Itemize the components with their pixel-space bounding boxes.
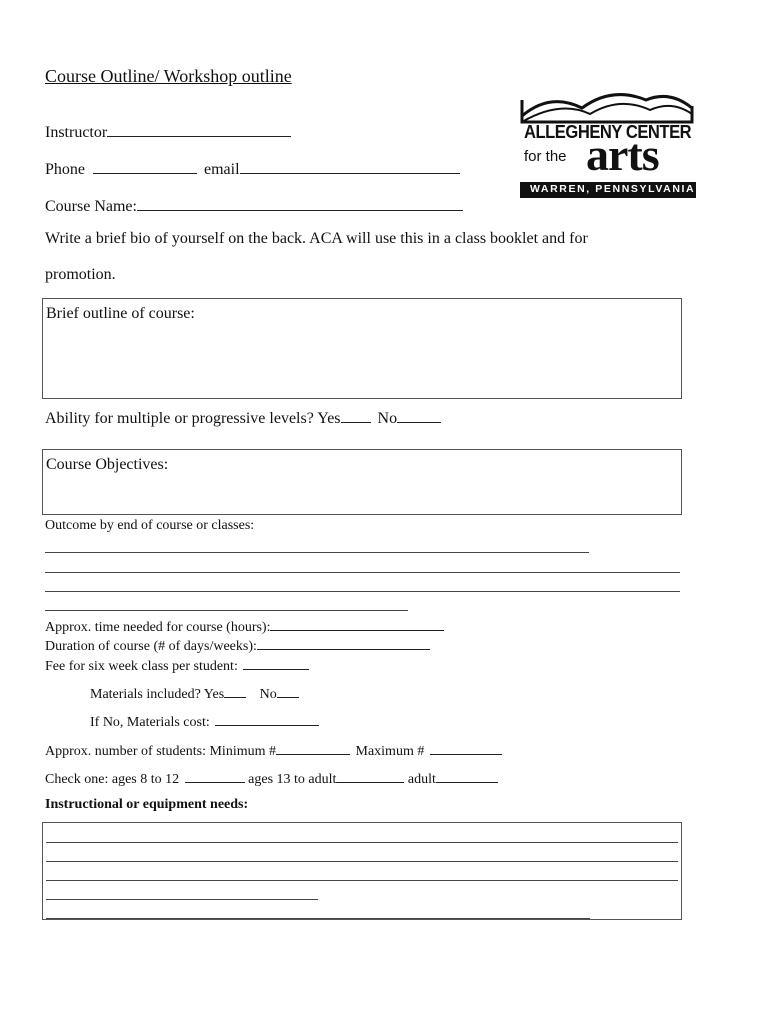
logo-arts: arts [586,129,659,180]
course-objectives-box[interactable] [42,449,682,515]
logo-for-the: for the [524,148,567,165]
maximum-field[interactable] [430,740,502,755]
duration-label: Duration of course (# of days/weeks): [45,639,257,654]
materials-row [90,683,299,703]
duration-row [45,635,430,655]
phone-label: Phone [45,161,85,178]
ability-row [45,406,441,428]
ability-yes-field[interactable] [341,406,371,423]
ages-8-12-label: Check one: ages 8 to 12 [45,772,180,787]
materials-cost-row [90,711,319,731]
num-students-row [45,740,502,760]
materials-included-label: Materials included? Yes [90,687,225,702]
course-name-field[interactable] [137,194,463,211]
materials-no-label: No [259,687,277,702]
time-needed-field[interactable] [270,616,444,631]
ability-no-field[interactable] [397,406,441,423]
bio-instruction-line1: Write a brief bio of yourself on the back. ACA will use this in a class booklet and for [45,230,588,247]
phone-field[interactable] [93,157,197,174]
fee-field[interactable] [243,655,309,670]
adult-field[interactable] [436,768,498,783]
adult-label: adult [407,772,436,787]
brief-outline-label: Brief outline of course: [46,305,195,322]
logo-location: WARREN, PENNSYLVANIA [530,183,696,195]
materials-no-field[interactable] [277,683,299,698]
instructor-field[interactable] [107,120,291,137]
phone-row [45,157,460,179]
duration-field[interactable] [257,635,430,650]
materials-yes-field[interactable] [224,683,246,698]
ages-8-12-field[interactable] [185,768,245,783]
ages-13-adult-label: ages 13 to adult [248,772,337,787]
equipment-line-5[interactable] [46,918,590,919]
age-group-row [45,768,498,788]
bio-instruction-line2: promotion. [45,266,116,283]
brief-outline-box[interactable] [42,298,682,399]
ability-no-label: No [377,410,398,427]
ages-13-adult-field[interactable] [336,768,404,783]
equipment-needs-label: Instructional or equipment needs: [45,797,249,812]
equipment-needs-box[interactable] [42,822,682,920]
equipment-line-4[interactable] [46,899,318,900]
time-needed-label: Approx. time needed for course (hours): [45,620,271,635]
ability-label: Ability for multiple or progressive levels? Yes [45,410,341,427]
equipment-line-3[interactable] [46,880,678,881]
outcome-line-4[interactable] [45,610,408,611]
minimum-field[interactable] [276,740,350,755]
equipment-line-2[interactable] [46,861,678,862]
course-name-row [45,194,463,216]
page-title: Course Outline/ Workshop outline [45,66,292,86]
materials-cost-field[interactable] [215,711,319,726]
maximum-label: Maximum # [355,744,425,759]
outcome-line-3[interactable] [45,591,680,592]
materials-cost-label: If No, Materials cost: [90,715,210,730]
instructor-row [45,120,291,142]
outcome-line-2[interactable] [45,572,680,573]
logo-line1: ALLEGHENY CENTER [524,122,692,142]
email-label: email [204,161,240,178]
instructor-label: Instructor [45,124,108,141]
course-objectives-label: Course Objectives: [46,456,169,473]
time-needed-row [45,616,444,636]
outcome-label: Outcome by end of course or classes: [45,518,255,533]
aca-logo [520,86,696,198]
outcome-line-1[interactable] [45,552,589,553]
num-students-label: Approx. number of students: Minimum # [45,744,276,759]
fee-label: Fee for six week class per student: [45,659,238,674]
email-field[interactable] [240,157,460,174]
course-name-label: Course Name: [45,198,137,215]
equipment-line-1[interactable] [46,842,678,843]
fee-row [45,655,309,675]
